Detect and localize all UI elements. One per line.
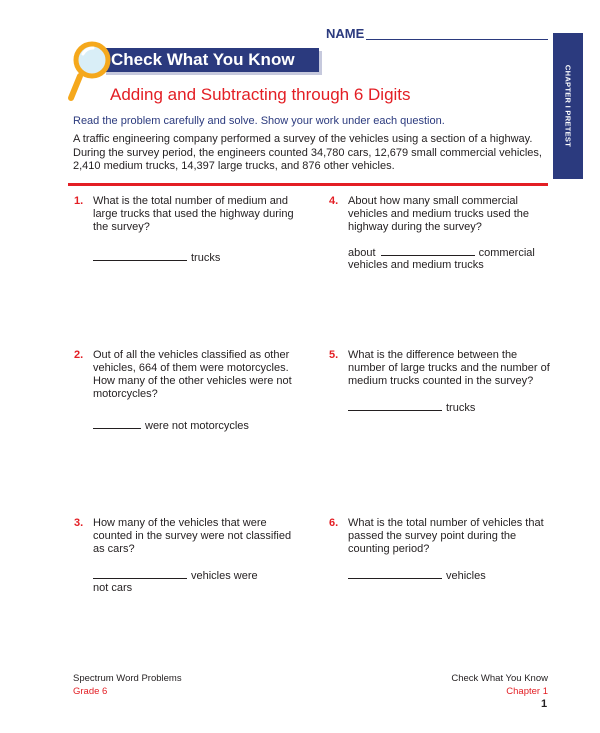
question-number: 6. [329,517,339,529]
question-number: 3. [74,517,84,529]
question-text: Out of all the vehicles classified as other vehicles, 664 of them were motorcycles. How many of the other vehicles were not motorcycles? [93,349,292,400]
name-line [366,39,548,40]
question-5 [329,349,553,388]
divider-rule [68,183,548,186]
question-1 [74,195,298,234]
answer-5 [348,401,475,415]
page-subtitle: Adding and Subtracting through 6 Digits [110,85,411,104]
banner-title: Check What You Know [111,50,295,69]
question-number: 2. [74,349,84,361]
footer-grade: Grade 6 [73,686,108,697]
page-number: 1 [541,698,548,710]
question-text: How many of the vehicles that were counted in the survey were not classified as cars? [93,517,292,555]
answer-suffix: commercial [478,247,535,259]
question-number: 1. [74,195,84,207]
question-4 [329,195,553,234]
answer-blank[interactable] [381,246,475,256]
answer-4-line2: vehicles and medium trucks [348,259,484,271]
question-2 [74,349,298,401]
question-text: About how many small commercial vehicles and medium trucks used the highway during the survey? [348,195,529,233]
chapter-side-tab [553,33,583,179]
answer-blank[interactable] [348,569,442,579]
answer-3-line2: not cars [93,582,133,594]
answer-blank[interactable] [93,419,141,429]
answer-blank[interactable] [93,569,187,579]
question-number: 5. [329,349,339,361]
title-banner [103,48,319,72]
footer-chapter: Chapter 1 [506,686,548,697]
question-text: What is the difference between the number of large trucks and the number of medium trucks counted in the survey? [348,349,550,387]
answer-6 [348,569,486,583]
question-3 [74,517,298,556]
instructions: Read the problem carefully and solve. Show your work under each question. [73,115,445,127]
name-label: NAME [326,26,365,41]
answer-suffix: vehicles were [191,570,258,582]
question-6 [329,517,553,556]
answer-suffix: trucks [191,252,221,264]
answer-2 [93,419,249,433]
problem-intro: A traffic engineering company performed a survey of the vehicles using a section of a highway. During the survey period, the engineers counted 34,780 cars, 12,679 small commercial vehicles, 2,410 medium trucks, 14,397 large trucks, and 876 other vehicles. [73,133,542,172]
answer-suffix: trucks [446,402,476,414]
answer-prefix: about [348,247,376,259]
footer-book-title: Spectrum Word Problems [73,673,182,684]
answer-blank[interactable] [93,251,187,261]
question-text: What is the total number of vehicles that passed the survey point during the counting period? [348,517,544,555]
footer-section: Check What You Know [451,673,548,684]
question-text: What is the total number of medium and large trucks that used the highway during the survey? [93,195,294,233]
answer-1 [93,251,220,265]
answer-blank[interactable] [348,401,442,411]
answer-suffix: were not motorcycles [145,420,249,432]
question-number: 4. [329,195,339,207]
chapter-tab-label: CHAPTER I PRETEST [563,64,573,148]
answer-suffix: vehicles [446,570,486,582]
magnifying-glass-icon [66,40,116,102]
answer-3 [93,569,258,583]
answer-4 [348,246,535,260]
